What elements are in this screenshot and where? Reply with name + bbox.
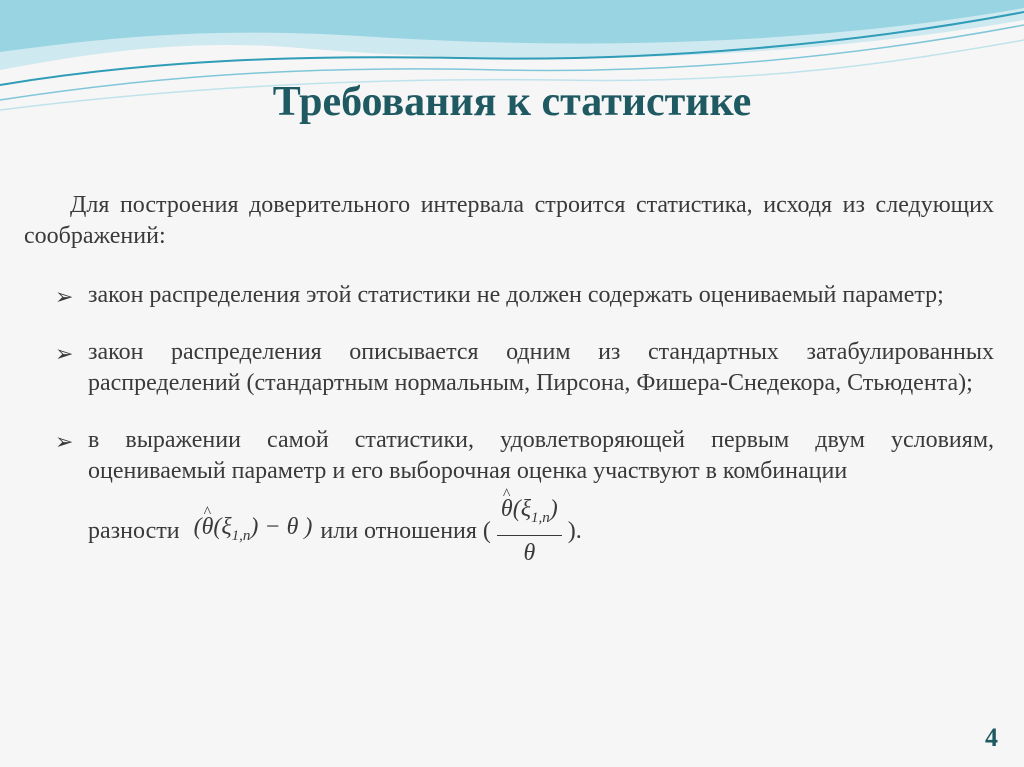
formula-end: ). — [567, 517, 582, 544]
intro-paragraph: Для построения доверительного интервала строится статистика, исходя из следующих соображений: — [24, 192, 994, 249]
arrowhead-bullet-icon: ➢ — [55, 341, 74, 366]
bullet-list — [24, 280, 994, 567]
bullet-item — [24, 337, 994, 399]
arrowhead-bullet-icon: ➢ — [55, 429, 74, 454]
bullet-text: в выражении самой статистики, удовлетворяющей первым двум условиям, оцениваемый параметр и его выборочная оценка участвуют в комбинации — [88, 427, 994, 484]
bullet-text: закон распределения этой статистики не должен содержать оцениваемый параметр; — [88, 282, 944, 308]
ratio-formula: ^ $\frac{\theta(\xi_{1,n})}{\theta}$ — [497, 495, 562, 567]
formula-prefix: разности — [88, 517, 180, 544]
formula-line — [88, 495, 994, 567]
bullet-item — [24, 280, 994, 311]
arrowhead-bullet-icon: ➢ — [55, 284, 74, 309]
formula-middle: или отношения ( — [320, 517, 491, 544]
bullet-item — [24, 425, 994, 567]
slide-body — [24, 190, 994, 593]
bullet-text: закон распределения описывается одним из стандартных затабулированных распределений (стандартным нормальным, Пирсона, Фишера-Снедекора, Стьюдента); — [88, 339, 994, 396]
difference-formula: (^ $\theta(\xi_{1,n}) - \theta$ ) — [194, 513, 313, 550]
page-number: 4 — [985, 723, 998, 752]
slide-title: Требования к статистике — [272, 79, 752, 125]
